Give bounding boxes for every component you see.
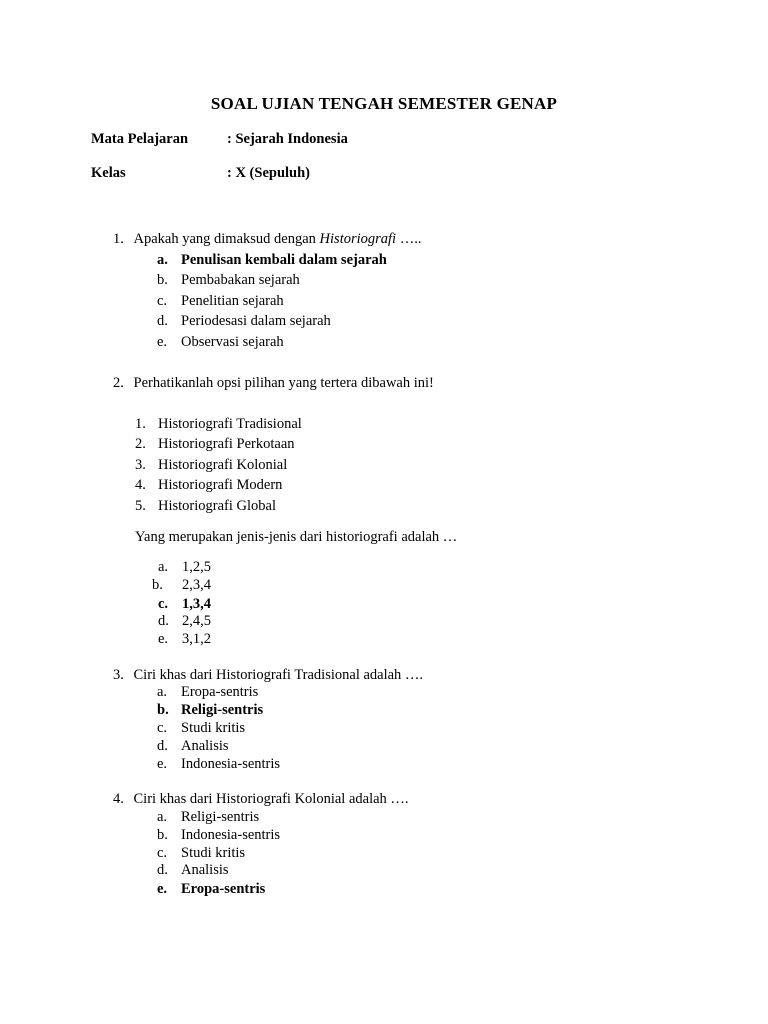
- q2-list-item: 4. Historiografi Modern: [135, 477, 283, 493]
- q2-list-item: 1. Historiografi Tradisional: [135, 416, 302, 432]
- q2-list-item: 3. Historiografi Kolonial: [135, 457, 288, 473]
- q2-list-item: 2. Historiografi Perkotaan: [135, 436, 295, 452]
- q1-option-b[interactable]: b. Pembabakan sejarah: [157, 272, 300, 288]
- q1-option-e[interactable]: e. Observasi sejarah: [157, 334, 284, 350]
- subject-value: : Sejarah Indonesia: [227, 131, 348, 147]
- q3-option-c[interactable]: c. Studi kritis: [157, 720, 246, 736]
- q1-option-d[interactable]: d. Periodesasi dalam sejarah: [157, 313, 331, 329]
- q2-prompt: Yang merupakan jenis-jenis dari historiografi adalah …: [135, 529, 458, 545]
- question-2: [113, 375, 434, 392]
- q2-option-d[interactable]: d. 2,4,5: [158, 613, 211, 629]
- q4-option-a[interactable]: a. Religi-sentris: [157, 809, 260, 825]
- q3-option-d[interactable]: d. Analisis: [157, 738, 229, 754]
- question-text: Ciri khas dari Historiografi Kolonial adalah ….: [133, 791, 409, 807]
- q4-option-b[interactable]: b. Indonesia-sentris: [157, 827, 281, 843]
- q2-list-item: 5. Historiografi Global: [135, 498, 276, 514]
- q2-option-c[interactable]: c. 1,3,4: [158, 596, 211, 612]
- question-1: [113, 231, 421, 248]
- question-number: 2.: [113, 375, 124, 391]
- page-title: SOAL UJIAN TENGAH SEMESTER GENAP: [210, 94, 558, 113]
- question-3: [113, 667, 423, 684]
- question-text-suffix: …..: [396, 231, 422, 247]
- question-text: Perhatikanlah opsi pilihan yang tertera dibawah ini!: [133, 375, 434, 391]
- q2-option-b[interactable]: b. 2,3,4: [152, 577, 211, 593]
- q1-option-a[interactable]: a. Penulisan kembali dalam sejarah: [157, 252, 387, 268]
- q4-option-c[interactable]: c. Studi kritis: [157, 845, 246, 861]
- q4-option-e[interactable]: e. Eropa-sentris: [157, 881, 266, 897]
- q2-option-e[interactable]: e. 3,1,2: [158, 631, 211, 647]
- q3-option-a[interactable]: a. Eropa-sentris: [157, 684, 259, 700]
- question-text: Ciri khas dari Historiografi Tradisional adalah ….: [133, 667, 424, 683]
- question-text: Apakah yang dimaksud dengan: [133, 231, 320, 247]
- subject-label: Mata Pelajaran: [91, 131, 189, 147]
- class-value: : X (Sepuluh): [227, 165, 310, 181]
- question-number: 1.: [113, 231, 124, 247]
- question-4: [113, 791, 409, 808]
- q1-option-c[interactable]: c. Penelitian sejarah: [157, 293, 284, 309]
- question-number: 3.: [113, 667, 124, 683]
- q2-option-a[interactable]: a. 1,2,5: [158, 559, 211, 575]
- q3-option-e[interactable]: e. Indonesia-sentris: [157, 756, 281, 772]
- question-number: 4.: [113, 791, 124, 807]
- q4-option-d[interactable]: d. Analisis: [157, 862, 229, 878]
- q3-option-b[interactable]: b. Religi-sentris: [157, 702, 264, 718]
- class-label: Kelas: [91, 165, 126, 181]
- question-text-italic: Historiografi: [319, 231, 397, 247]
